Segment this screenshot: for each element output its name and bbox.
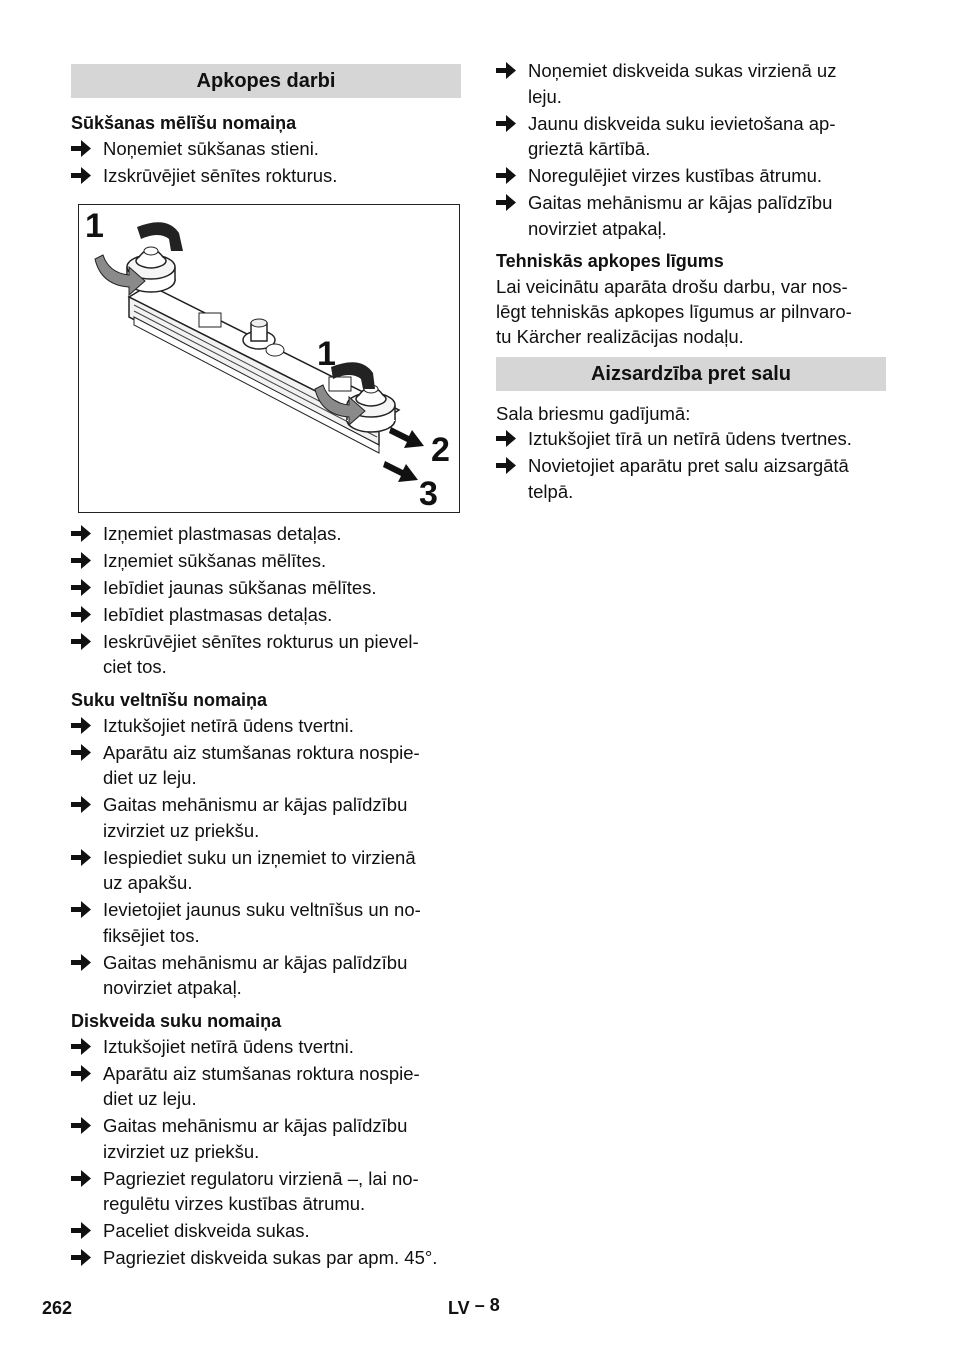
list-item: Gaitas mehānismu ar kājas palīdzību novirziet atpakaļ. xyxy=(71,950,461,1001)
list-item: Gaitas mehānismu ar kājas palīdzību izvirziet uz priekšu. xyxy=(71,792,461,843)
list-item: Pagrieziet regulatoru virzienā –, lai no- regulētu virzes kustības ātrumu. xyxy=(71,1166,461,1217)
figure-label-1-left: 1 xyxy=(85,206,104,245)
list-item: Izņemiet sūkšanas mēlītes. xyxy=(71,548,461,574)
figure-squeegee xyxy=(78,204,460,513)
list-item: Aparātu aiz stumšanas roktura nospie- diet uz leju. xyxy=(71,1061,461,1112)
list-item: Ievietojiet jaunus suku veltnīšus un no- fiksējiet tos. xyxy=(71,897,461,948)
arrow-right-icon xyxy=(71,1249,91,1266)
list-item: Jaunu diskveida suku ievietošana ap- grieztā kārtībā. xyxy=(496,111,886,162)
subheading-maintenance-contract: Tehniskās apkopes līgums xyxy=(496,251,724,271)
list-item: Pagrieziet diskveida sukas par apm. 45°. xyxy=(71,1245,461,1271)
list-item: Iespiediet suku un izņemiet to virzienā uz apakšu. xyxy=(71,845,461,896)
sub-page-number: – 8 xyxy=(474,1295,500,1315)
steps-frost xyxy=(496,426,886,504)
arrow-right-icon xyxy=(71,552,91,569)
arrow-right-icon xyxy=(71,1170,91,1187)
list-item: Gaitas mehānismu ar kājas palīdzību izvirziet uz priekšu. xyxy=(71,1113,461,1164)
list-item: Izskrūvējiet sēnītes rokturus. xyxy=(71,163,461,189)
steps-suction-lips-before xyxy=(71,136,461,189)
list-item: Iztukšojiet netīrā ūdens tvertni. xyxy=(71,1034,461,1060)
arrow-right-icon xyxy=(496,167,516,184)
maintenance-contract-text: Lai veicinātu aparāta drošu darbu, var nos- lēgt tehniskās apkopes līgumus ar pilnvaro- tu Kärcher realizācijas nodaļu. xyxy=(496,276,852,347)
arrow-right-icon xyxy=(71,796,91,813)
arrow-right-icon xyxy=(496,62,516,79)
arrow-right-icon xyxy=(71,744,91,761)
section-title-maintenance: Apkopes darbi xyxy=(71,64,461,98)
arrow-right-icon xyxy=(71,1065,91,1082)
list-item: Gaitas mehānismu ar kājas palīdzību novirziet atpakaļ. xyxy=(496,190,886,241)
list-item: Novietojiet aparātu pret salu aizsargātā telpā. xyxy=(496,453,886,504)
page-number: 262 xyxy=(42,1298,73,1318)
arrow-right-icon xyxy=(71,140,91,157)
arrow-right-icon xyxy=(71,606,91,623)
subheading-disc-brushes: Diskveida suku nomaiņa xyxy=(71,1010,282,1031)
list-item: Iztukšojiet netīrā ūdens tvertni. xyxy=(71,713,461,739)
arrow-right-icon xyxy=(71,954,91,971)
arrow-right-icon xyxy=(71,901,91,918)
page-footer-lang xyxy=(448,1295,500,1319)
arrow-right-icon xyxy=(496,430,516,447)
arrow-right-icon xyxy=(71,717,91,734)
figure-label-2: 2 xyxy=(431,430,450,469)
subheading-brush-rollers: Suku veltnīšu nomaiņa xyxy=(71,689,268,710)
arrow-right-icon xyxy=(496,457,516,474)
list-item: Noņemiet diskveida sukas virzienā uz leju. xyxy=(496,58,886,109)
arrow-right-icon xyxy=(71,579,91,596)
list-item: Aparātu aiz stumšanas roktura nospie- diet uz leju. xyxy=(71,740,461,791)
arrow-right-icon xyxy=(496,194,516,211)
arrow-right-icon xyxy=(71,1222,91,1239)
steps-brush-rollers xyxy=(71,713,461,1001)
list-item: Noņemiet sūkšanas stieni. xyxy=(71,136,461,162)
figure-label-1-right: 1 xyxy=(317,334,336,373)
list-item: Iebīdiet plastmasas detaļas. xyxy=(71,602,461,628)
left-column xyxy=(71,58,461,1272)
list-item: Ieskrūvējiet sēnītes rokturus un pievel- ciet tos. xyxy=(71,629,461,680)
list-item: Noregulējiet virzes kustības ātrumu. xyxy=(496,163,886,189)
steps-disc-brushes xyxy=(71,1034,461,1271)
frost-intro: Sala briesmu gadījumā: xyxy=(496,403,691,424)
list-item: Izņemiet plastmasas detaļas. xyxy=(71,521,461,547)
steps-suction-lips-after xyxy=(71,521,461,680)
figure-label-3: 3 xyxy=(419,474,438,513)
steps-disc-brushes-cont xyxy=(496,58,886,241)
language-code: LV xyxy=(448,1298,470,1318)
arrow-right-icon xyxy=(71,167,91,184)
arrow-right-icon xyxy=(71,1038,91,1055)
arrow-right-icon xyxy=(71,1117,91,1134)
section-title-frost-protection: Aizsardzība pret salu xyxy=(496,357,886,391)
right-column xyxy=(496,58,886,506)
squeegee-illustration xyxy=(79,205,459,512)
list-item: Paceliet diskveida sukas. xyxy=(71,1218,461,1244)
list-item: Iztukšojiet tīrā un netīrā ūdens tvertnes. xyxy=(496,426,886,452)
arrow-right-icon xyxy=(71,849,91,866)
arrow-right-icon xyxy=(71,633,91,650)
list-item: Iebīdiet jaunas sūkšanas mēlītes. xyxy=(71,575,461,601)
subheading-suction-lips: Sūkšanas mēlīšu nomaiņa xyxy=(71,113,297,133)
arrow-right-icon xyxy=(71,525,91,542)
arrow-right-icon xyxy=(496,115,516,132)
